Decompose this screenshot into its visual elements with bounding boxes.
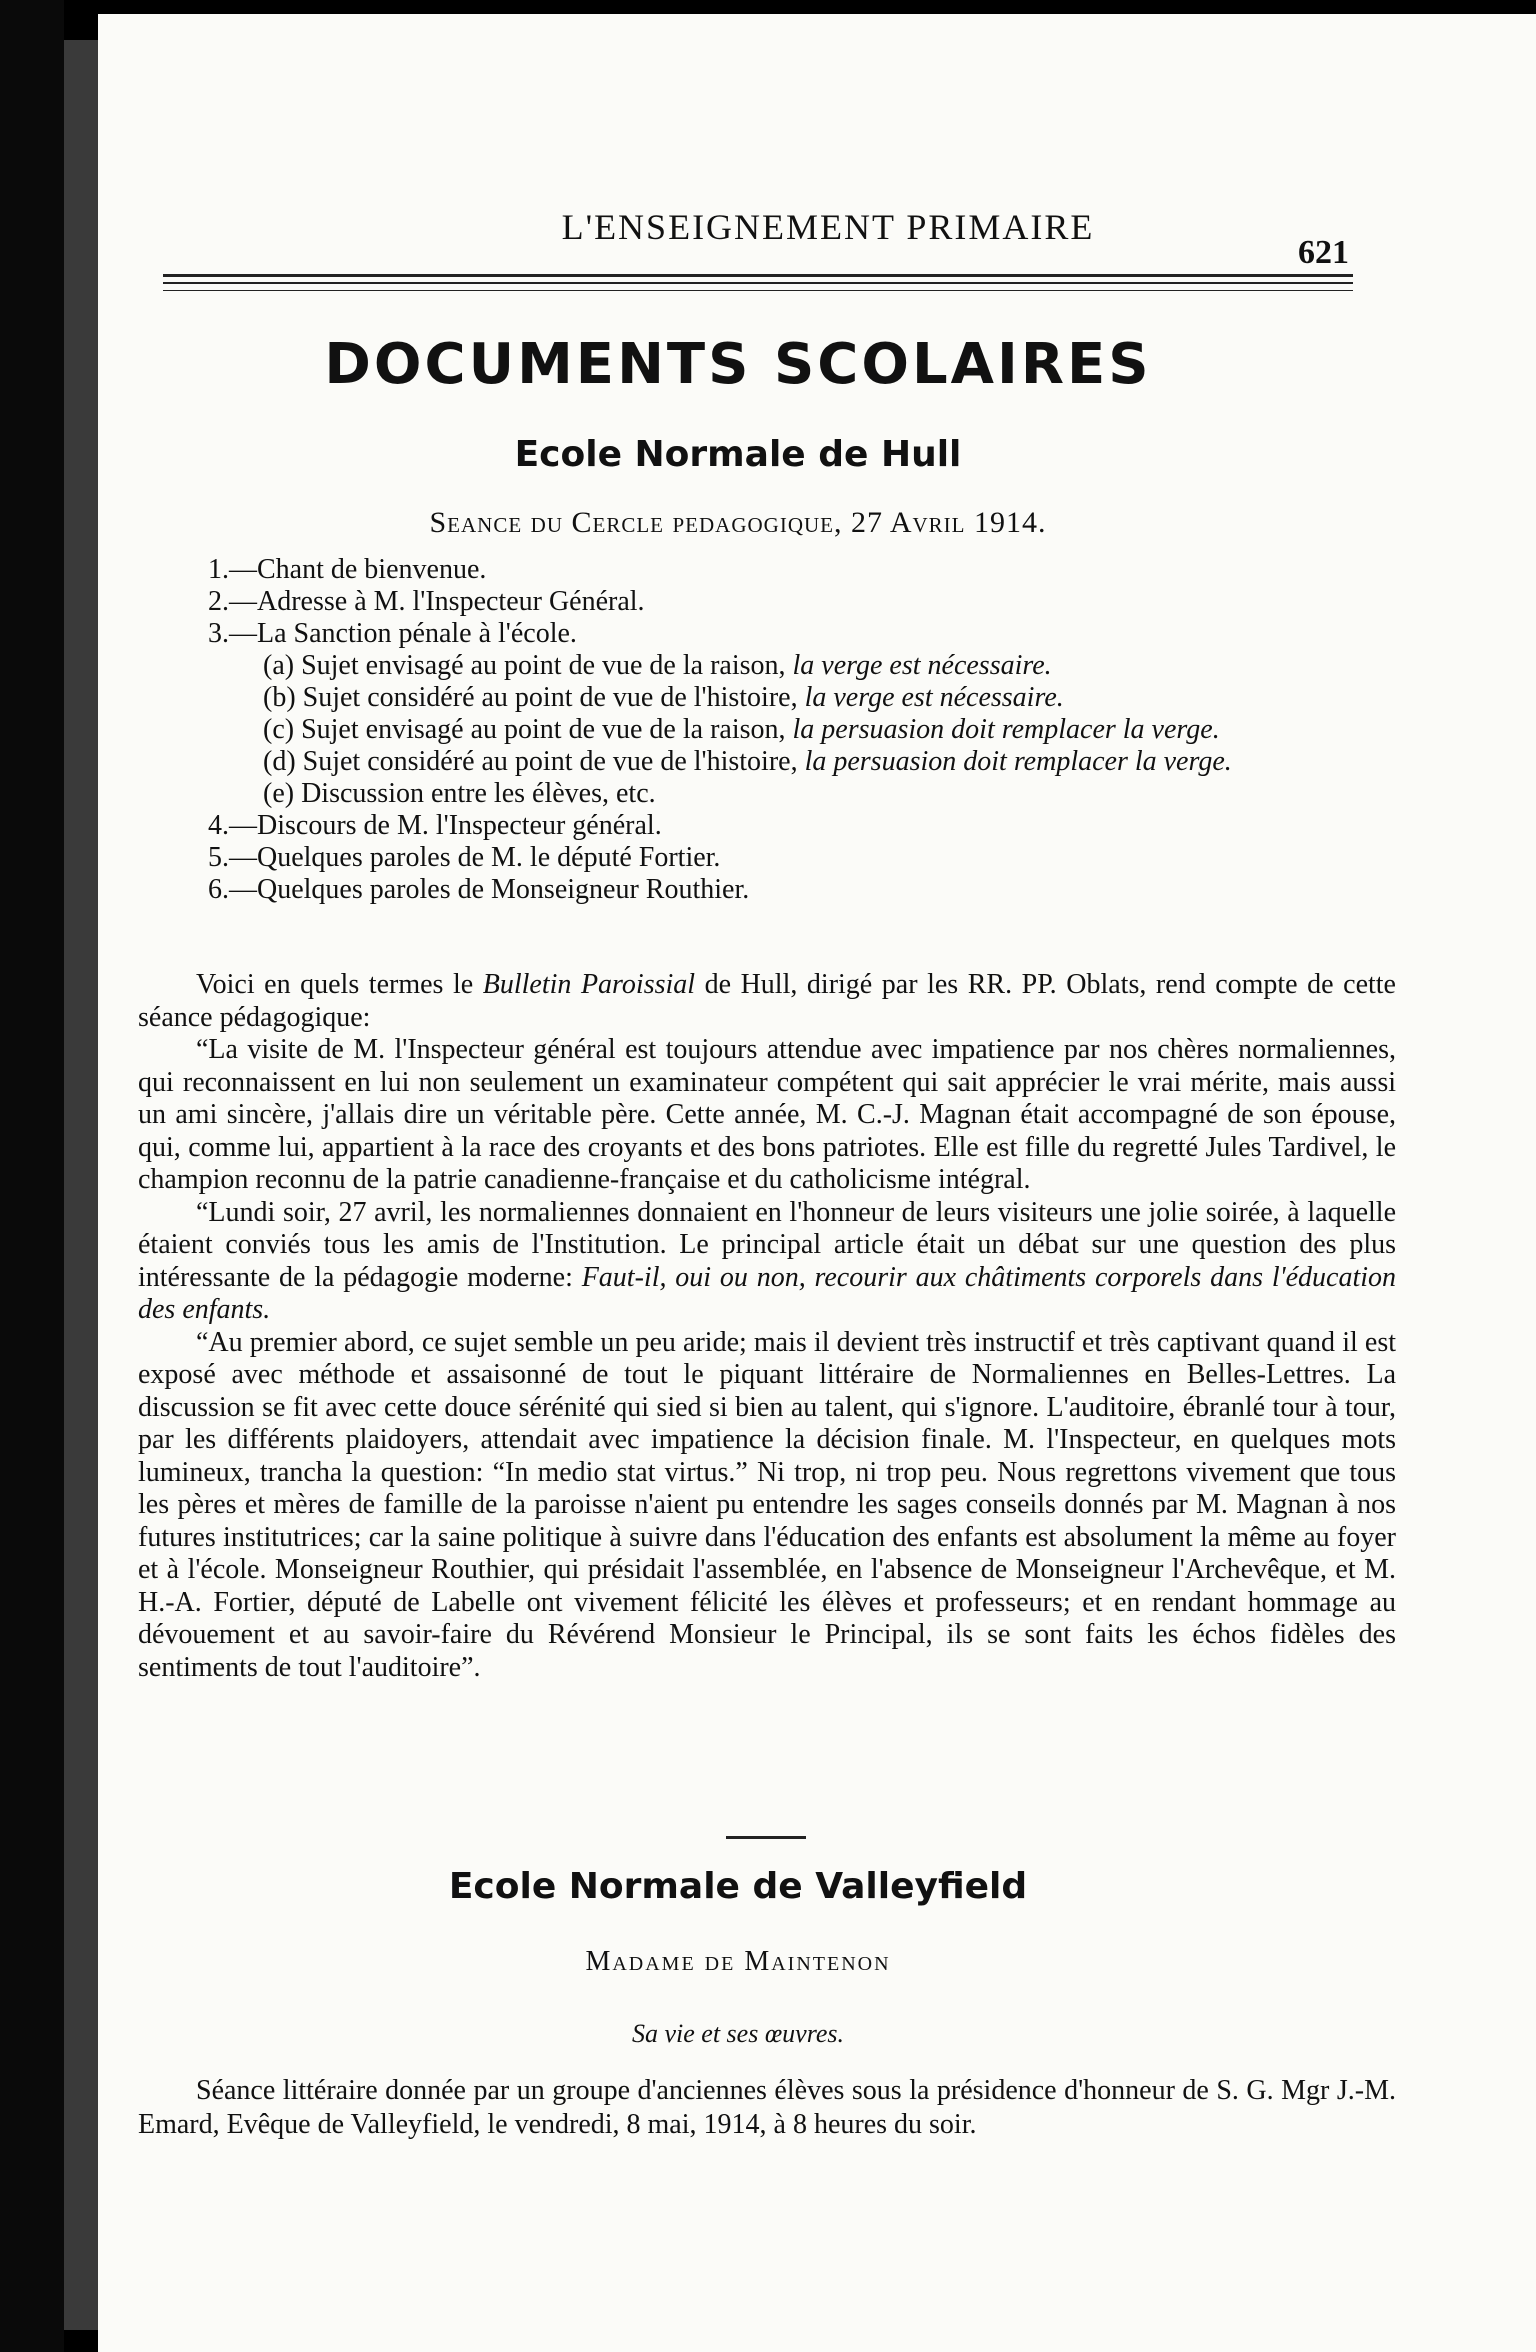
article-body xyxy=(138,969,1396,1684)
publication-name: Bulletin Paroissial xyxy=(482,969,696,1000)
program-item: 4.—Discours de M. l'Inspecteur général. xyxy=(208,810,662,841)
program-subitem xyxy=(208,650,1358,682)
running-head: L'ENSEIGNEMENT PRIMAIRE xyxy=(561,207,1095,247)
program-list xyxy=(208,554,1358,906)
paragraph: “La visite de M. l'Inspecteur général est toujours attendue avec impatience par nos chères normaliennes, qui reconnaissent en lui non seulement un examinateur compétent qui sait apprécier le vrai mérite, mais aussi un ami sincère, j'allais dire un véritable père. Cette année, M. C.-J. Magnan était accompagné de son épouse, qui, comme lui, appartient à la race des croyants et des bons patriotes. Elle est fille du regretté Jules Tardivel, le champion reconnu de la patrie canadienne-française et du catholicisme intégral. xyxy=(138,1034,1396,1195)
header-rule xyxy=(163,282,1353,284)
header-rule xyxy=(163,290,1353,291)
paragraph: Séance littéraire donnée par un groupe d'anciennes élèves sous la présidence d'honneur de S. G. Mgr J.-M. Emard, Evêque de Valleyfield, le vendredi, 8 mai, 1914, à 8 heures du soir. xyxy=(138,2075,1396,2140)
subitem-text: (b) Sujet considéré au point de vue de l'histoire, xyxy=(263,682,805,713)
program-subitem xyxy=(208,714,1358,746)
subitem-text: (c) Sujet envisagé au point de vue de la raison, xyxy=(263,714,793,745)
program-subitem: (e) Discussion entre les élèves, etc. xyxy=(263,778,656,809)
program-item: 6.—Quelques paroles de Monseigneur Routhier. xyxy=(208,874,750,905)
intro-text: Voici en quels termes le xyxy=(196,969,483,1000)
program-item: 3.—La Sanction pénale à l'école. xyxy=(208,618,577,649)
article-body xyxy=(138,2074,1396,2142)
paragraph xyxy=(138,1197,1396,1327)
program-item: 5.—Quelques paroles de M. le député Fortier. xyxy=(208,842,721,873)
paragraph-text: “Lundi soir, 27 avril, les normaliennes donnaient en l'honneur de leurs visiteurs une jolie soirée, à laquelle étaient conviés tous les amis de l'Institution. Le principal article était un débat sur une question des plus intéressante de la pédagogie moderne: xyxy=(138,1196,1396,1293)
section-title: Ecole Normale de Hull xyxy=(514,434,962,475)
book-spine-edge xyxy=(64,40,98,2330)
program-subitem xyxy=(208,682,1358,714)
subitem-conclusion: la verge est nécessaire. xyxy=(792,650,1052,681)
subitem-conclusion: la persuasion doit remplacer la verge. xyxy=(804,746,1232,777)
section-title: Ecole Normale de Valleyfield xyxy=(448,1866,1028,1907)
subitem-text: (a) Sujet envisagé au point de vue de la raison, xyxy=(263,650,793,681)
program-item: 2.—Adresse à M. l'Inspecteur Général. xyxy=(208,586,645,617)
program-item: 1.—Chant de bienvenue. xyxy=(208,554,487,585)
subitem-conclusion: la persuasion doit remplacer la verge. xyxy=(792,714,1220,745)
section-divider xyxy=(726,1836,806,1839)
intro-paragraph xyxy=(138,969,1396,1034)
program-subitem xyxy=(208,746,1358,778)
page xyxy=(98,14,1536,2352)
session-heading: Seance du Cercle pedagogique, 27 Avril 1914. xyxy=(429,506,1047,539)
paragraph: “Au premier abord, ce sujet semble un peu aride; mais il devient très instructif et très captivant quand il est exposé avec méthode et assaisonné de tout le piquant littéraire de Normaliennes en Belles-Lettres. La discussion se fit avec cette douce sérénité qui sied si bien au talent, qui s'ignore. L'auditoire, ébranlé tour à tour, par les différents plaidoyers, attendait avec impatience la décision finale. M. l'Inspecteur, en quelques mots lumineux, trancha la question: “In medio stat virtus.” Ni trop, ni trop peu. Nous regrettons vivement que tous les pères et mères de famille de la paroisse n'aient pu entendre les sages conseils donnés par M. Magnan à nos futures institutrices; car la saine politique à suivre dans l'éducation des enfants est absolument la même au foyer et à l'école. Monseigneur Routhier, qui présidait l'assemblée, en l'absence de Monseigneur l'Archevêque, et M. H.-A. Fortier, député de Labelle ont vivement félicité les élèves et professeurs; et en rendant hommage au dévouement et au savoir-faire du Révérend Monsieur le Principal, ils se sont faits les échos fidèles des sentiments de tout l'auditoire”. xyxy=(138,1326,1396,1683)
subitem-conclusion: la verge est nécessaire. xyxy=(804,682,1064,713)
page-number: 621 xyxy=(1298,234,1349,271)
subject-subheading: Sa vie et ses œuvres. xyxy=(631,2019,845,2048)
scan-left-border xyxy=(0,0,64,2352)
header-rule xyxy=(163,274,1353,277)
debate-question: Faut-il, oui ou non, recourir aux châtiments corporels dans l'éducation des enfants. xyxy=(138,1261,1396,1325)
intro-text: de Hull, dirigé par les RR. PP. Oblats, rend compte de cette séance pédagogique: xyxy=(138,969,1396,1033)
subitem-text: (d) Sujet considéré au point de vue de l'histoire, xyxy=(263,746,805,777)
subject-heading: Madame de Maintenon xyxy=(585,1946,891,1977)
page-title: DOCUMENTS SCOLAIRES xyxy=(324,332,1152,397)
